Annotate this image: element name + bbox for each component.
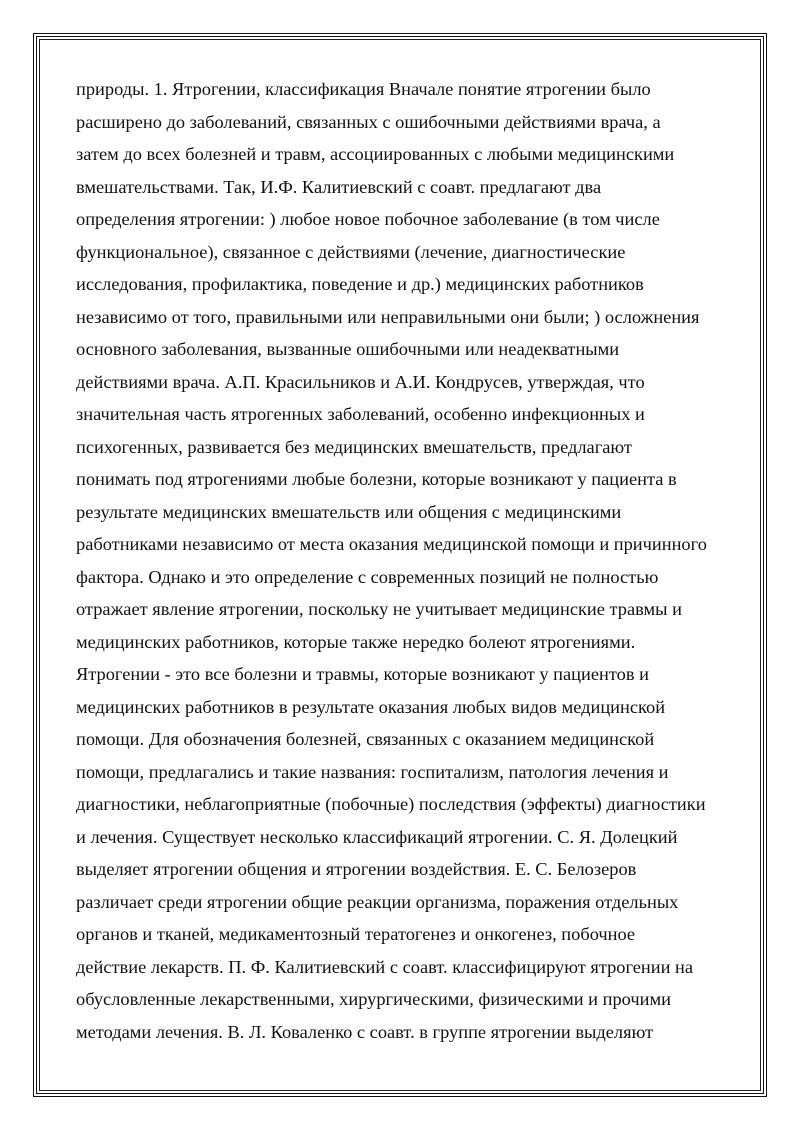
text-line: расширено до заболеваний, связанных с ошибочными действиями врача, а bbox=[76, 111, 661, 132]
text-line: методами лечения. В. Л. Коваленко с соавт. в группе ятрогении выделяют bbox=[76, 1021, 654, 1042]
text-line: действиями врача. А.П. Красильников и А.И. Кондрусев, утверждая, что bbox=[76, 371, 645, 392]
text-line: диагностики, неблагоприятные (побочные) последствия (эффекты) диагностики bbox=[76, 794, 706, 814]
text-line: обусловленные лекарственными, хирургическими, физическими и прочими bbox=[76, 989, 671, 1009]
text-line: помощи, предлагались и такие названия: госпитализм, патология лечения и bbox=[76, 761, 669, 782]
text-line: вмешательствами. Так, И.Ф. Калитиевский с соавт. предлагают два bbox=[76, 176, 602, 197]
text-line: и лечения. Существует несколько классификаций ятрогении. С. Я. Долецкий bbox=[76, 826, 678, 847]
text-line: природы. 1. Ятрогении, классификация Вначале понятие ятрогении было bbox=[76, 79, 651, 99]
text-line: действие лекарств. П. Ф. Калитиевский с соавт. классифицируют ятрогении на bbox=[76, 956, 694, 977]
text-line: медицинских работников в результате оказания любых видов медицинской bbox=[76, 696, 666, 717]
text-line: органов и тканей, медикаментозный тератогенез и онкогенез, побочное bbox=[76, 924, 636, 944]
text-line: исследования, профилактика, поведение и др.) медицинских работников bbox=[76, 274, 644, 294]
text-line: понимать под ятрогениями любые болезни, которые возникают у пациента в bbox=[76, 469, 677, 489]
text-line: фактора. Однако и это определение с современных позиций не полностью bbox=[76, 566, 659, 587]
text-line: значительная часть ятрогенных заболеваний, особенно инфекционных и bbox=[76, 404, 645, 424]
text-line: психогенных, развивается без медицинских вмешательств, предлагают bbox=[76, 436, 632, 457]
text-line: медицинских работников, которые также нередко болеют ятрогениями. bbox=[76, 631, 636, 652]
document-body bbox=[76, 73, 728, 1048]
text-line: независимо от того, правильными или неправильными они были; ) осложнения bbox=[76, 306, 700, 327]
text-line: выделяет ятрогении общения и ятрогении воздействия. Е. С. Белозеров bbox=[76, 859, 637, 879]
text-line: помощи. Для обозначения болезней, связанных с оказанием медицинской bbox=[76, 729, 655, 749]
text-line: различает среди ятрогении общие реакции организма, поражения отдельных bbox=[76, 891, 679, 912]
text-line: основного заболевания, вызванные ошибочными или неадекватными bbox=[76, 339, 620, 359]
text-line: работниками независимо от места оказания медицинской помощи и причинного bbox=[76, 534, 707, 554]
text-line: результате медицинских вмешательств или общения с медицинскими bbox=[76, 501, 622, 522]
text-line: затем до всех болезней и травм, ассоциированных с любыми медицинскими bbox=[76, 144, 675, 164]
text-line: функциональное), связанное с действиями (лечение, диагностические bbox=[76, 241, 626, 262]
text-line: Ятрогении - это все болезни и травмы, которые возникают у пациентов и bbox=[76, 664, 649, 684]
text-line: определения ятрогении: ) любое новое побочное заболевание (в том числе bbox=[76, 209, 660, 229]
text-line: отражает явление ятрогении, поскольку не учитывает медицинские травмы и bbox=[76, 599, 682, 619]
